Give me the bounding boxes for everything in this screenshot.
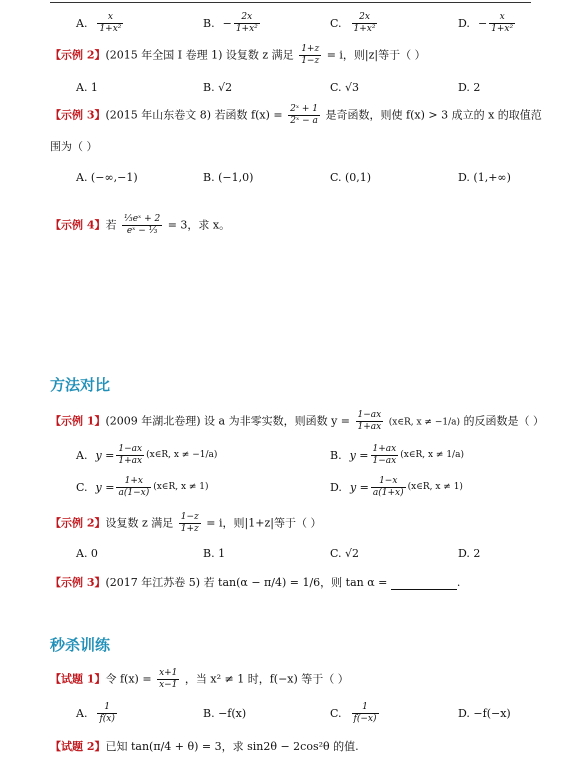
example-3-line2: 围为（ ） — [50, 140, 98, 153]
m1-options-row2 — [0, 472, 567, 502]
option-a: A. 0 — [76, 546, 98, 560]
option-c: C. √2 — [330, 546, 360, 560]
option-c: C. $\frac{1}{f(-x)}$ — [330, 701, 377, 724]
top-rule — [50, 2, 531, 3]
option-b: B. √2 — [203, 80, 233, 94]
option-d: D. 2 — [458, 546, 481, 560]
example-3: 【示例 3】(2015 年山东卷文 8) 若函数 f(x) = $\frac{\text{2ˣ + 1}}{\text{2ˣ − a}}$ 是奇函数，则使 f(x) > 3 成立的 x 的取值范 — [50, 104, 542, 126]
option-c: C. $\frac{2x}{\text{1+x²}}$ — [330, 11, 376, 34]
test-2: 【试题 2】已知 tan(π/4 + θ) = 3，求 sin2θ − 2cos²θ 的值. — [50, 740, 359, 753]
test-1: 【试题 1】令 f(x) = $\frac{x+1}{x-1}$ ，当 x² ≠ 1 时，f(−x) 等于（ ） — [50, 668, 349, 690]
t1-options — [0, 698, 567, 728]
option-a: A. $\frac{1}{f(x)}$ — [76, 701, 115, 724]
option-b: B. − $\frac{2x}{\text{1+x²}}$ — [203, 11, 258, 34]
method-example-2: 【示例 2】设复数 z 满足 $\frac{1-z}{1+z}$ = i，则|1+z|等于（ ） — [50, 512, 322, 534]
option-a: A. (−∞,−1) — [76, 170, 138, 184]
option-b: B. 1 — [203, 546, 226, 560]
method-example-3: 【示例 3】(2017 年江苏卷 5) 若 tan(α − π/4) = 1/6，则 tan α = . — [50, 576, 461, 589]
ex2-options — [0, 72, 567, 102]
option-b: B. −f(x) — [203, 706, 247, 720]
answer-blank — [391, 577, 457, 590]
section-title-quick-training: 秒杀训练 — [50, 636, 111, 654]
option-d: D. y = $\frac{1-x}{a(1+x)}$ (x∈R, x ≠ 1) — [330, 475, 463, 498]
option-b: B. y = $\frac{1+ax}{1-ax}$ (x∈R, x ≠ 1/a) — [330, 443, 464, 466]
method-example-1: 【示例 1】(2009 年湖北卷理) 设 a 为非零实数，则函数 y = $\frac{1-ax}{1+ax}$ (x∈R, x ≠ −1/a) 的反函数是（ ） — [50, 410, 545, 432]
option-d: D. (1,+∞) — [458, 170, 511, 184]
option-d: D. − $\frac{x}{\text{1+x²}}$ — [458, 11, 514, 34]
option-a: A. 1 — [76, 80, 98, 94]
option-a: A. y = $\frac{1-ax}{1+ax}$ (x∈R, x ≠ −1/a) — [76, 443, 218, 466]
q1-options — [0, 8, 567, 38]
option-d: D. 2 — [458, 80, 481, 94]
example-2: 【示例 2】(2015 年全国 I 卷理 1) 设复数 z 满足 $\frac{1+z}{1-z}$ = i，则|z|等于（ ） — [50, 44, 426, 66]
section-title-method-compare: 方法对比 — [50, 376, 111, 394]
option-d: D. −f(−x) — [458, 706, 511, 720]
option-c: C. √3 — [330, 80, 360, 94]
example-4: 【示例 4】若 $\frac{\text{⅓eˣ + 2}}{\text{eˣ − ⅓}}$ = 3，求 x。 — [50, 214, 231, 236]
option-c: C. y = $\frac{1+x}{a(1-x)}$ (x∈R, x ≠ 1) — [76, 475, 209, 498]
option-b: B. (−1,0) — [203, 170, 254, 184]
ex3-options — [0, 162, 567, 192]
m1-options-row1 — [0, 440, 567, 470]
m2-options — [0, 538, 567, 568]
option-c: C. (0,1) — [330, 170, 372, 184]
option-a: A. $\frac{x}{\text{1+x²}}$ — [76, 11, 122, 34]
cut-off-bottom-text — [0, 757, 567, 763]
